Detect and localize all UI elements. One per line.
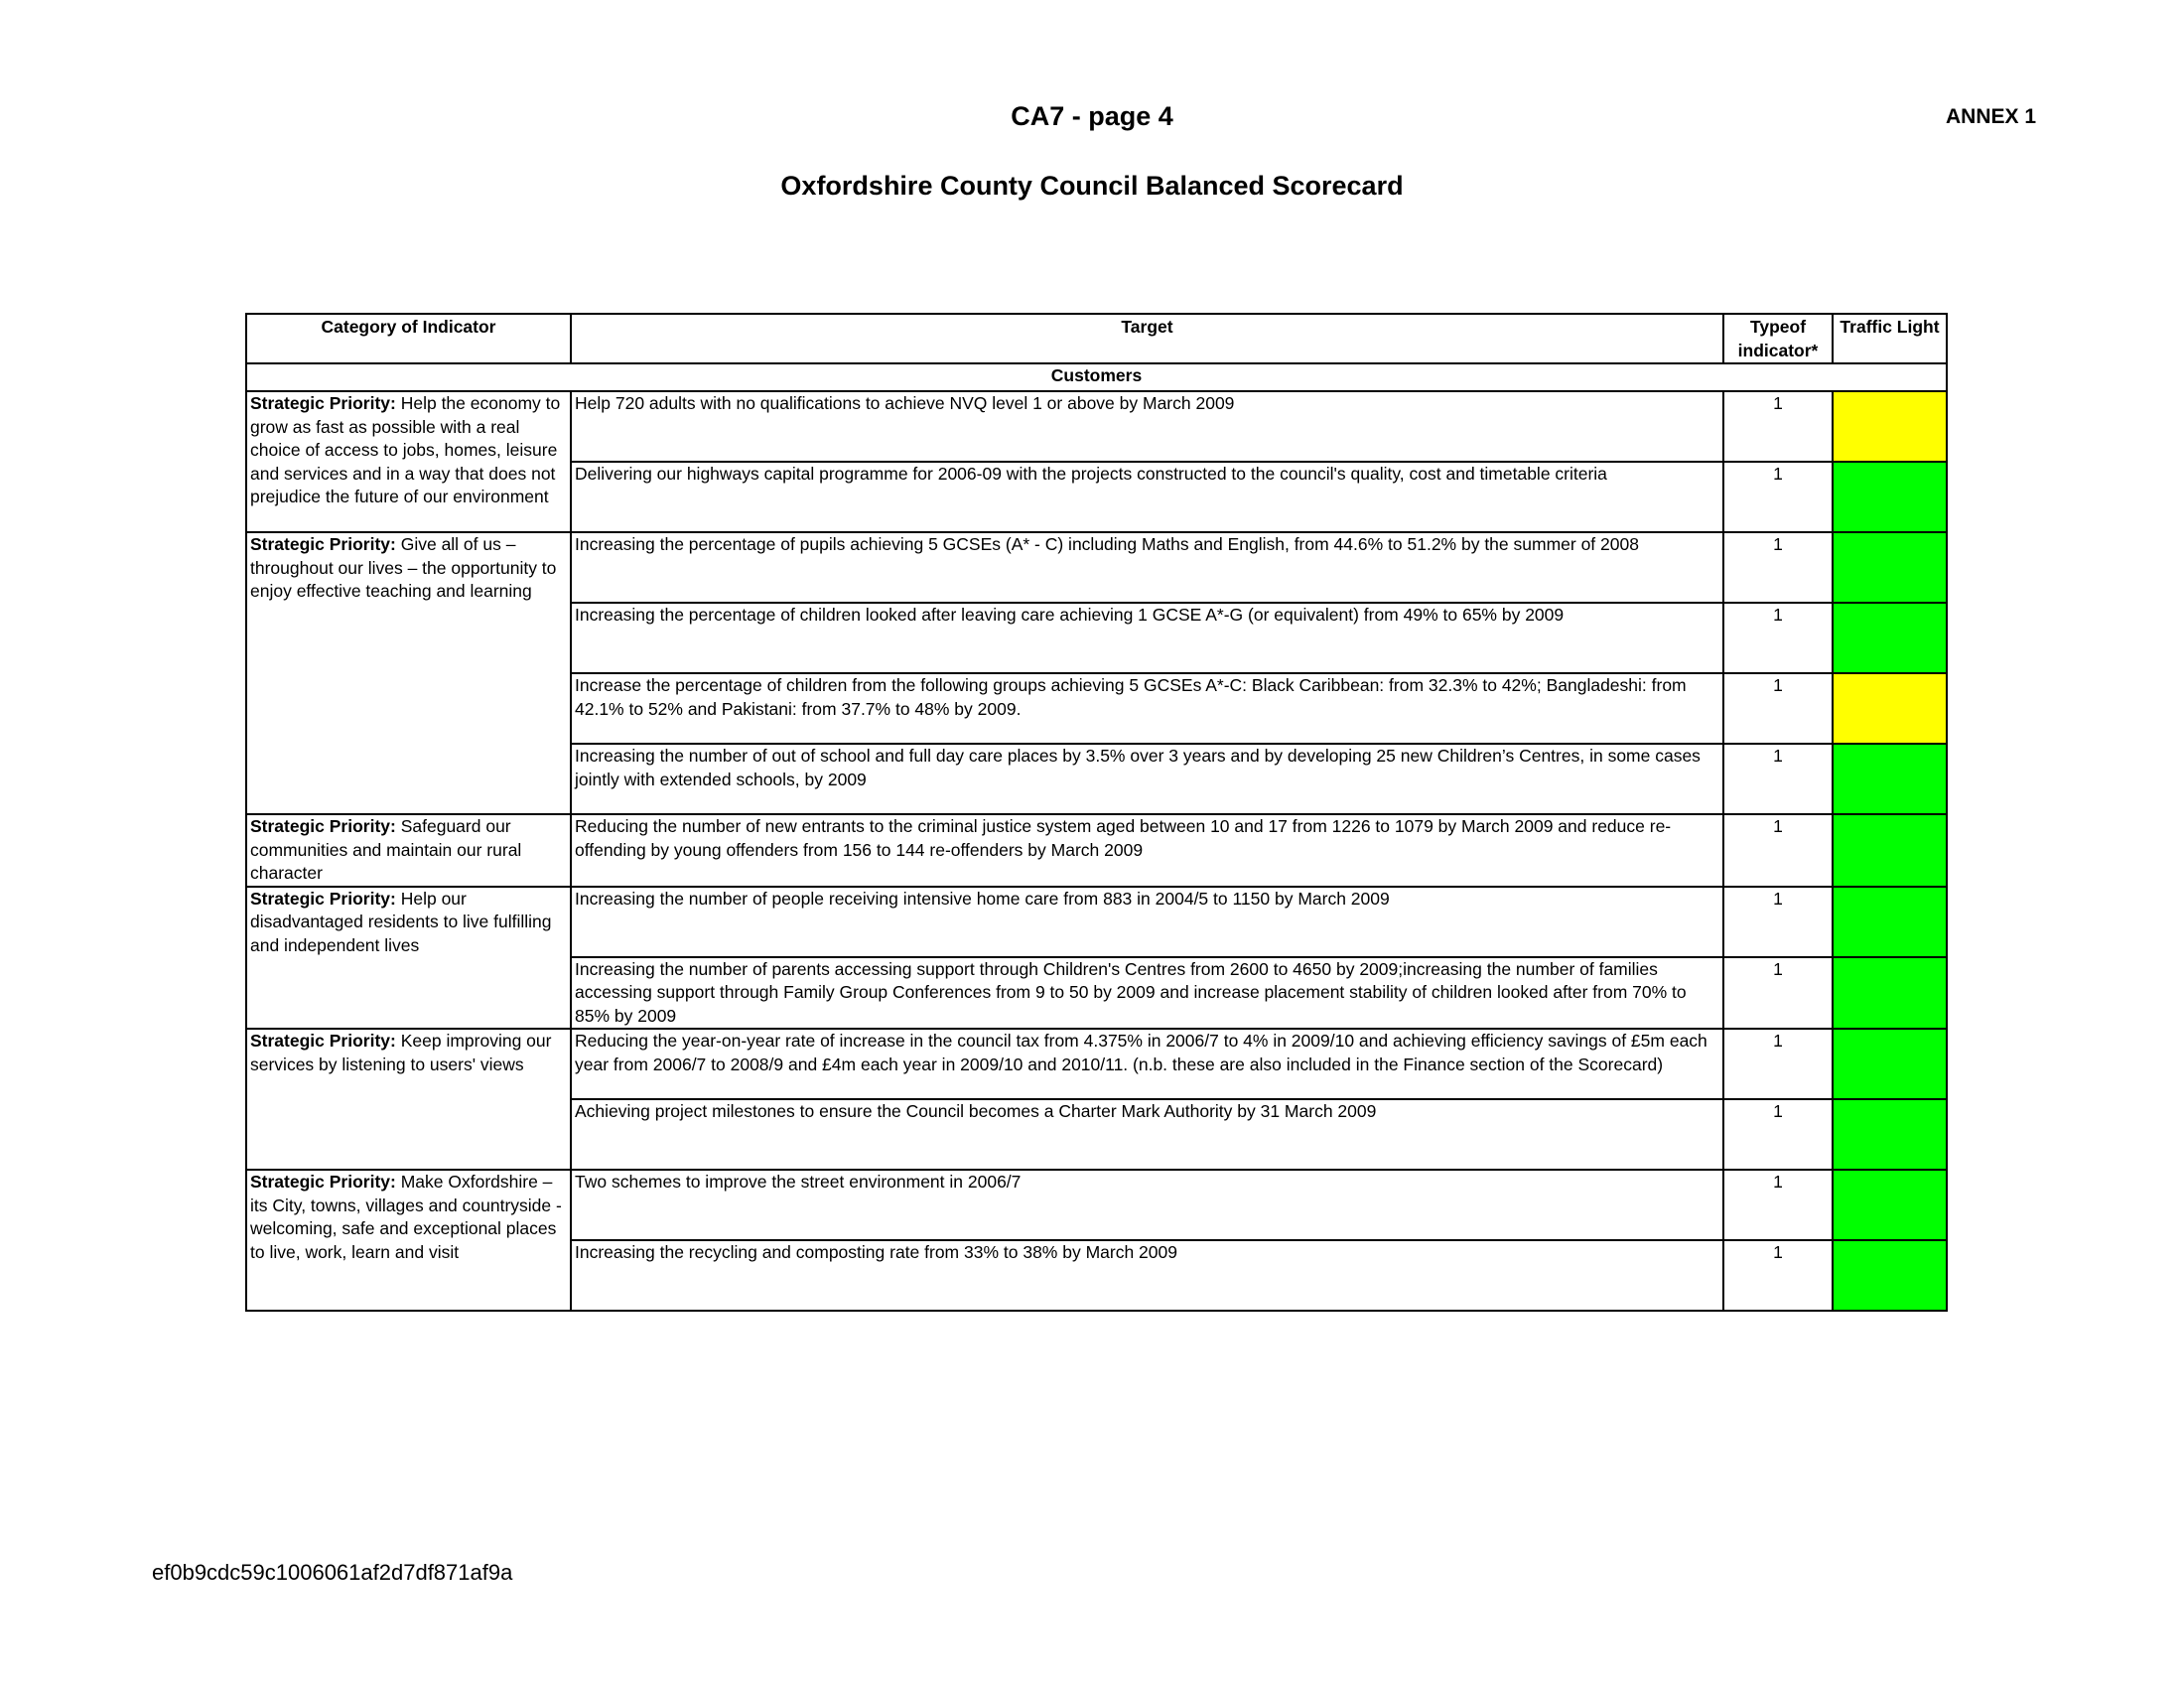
strategic-priority-label: Strategic Priority: (250, 393, 396, 413)
annex-label: ANNEX 1 (1946, 105, 2037, 128)
column-header-type: Typeof indicator* (1723, 314, 1833, 363)
target-cell: Increasing the number of parents accessing support through Children's Centres from 2600 to 4650 by 2009;increasing the number of families accessing support through Family Group Conferences from 9 to 50 by 2009 and increase placement stability of children looked after from 70% to 85% by 2009 (571, 957, 1723, 1030)
page-title: CA7 - page 4 (1011, 101, 1173, 131)
strategic-priority-label: Strategic Priority: (250, 816, 396, 836)
category-cell (246, 887, 571, 1030)
type-of-indicator-cell: 1 (1723, 462, 1833, 532)
type-of-indicator-cell: 1 (1723, 673, 1833, 744)
traffic-light-green (1833, 887, 1947, 957)
strategic-priority-text: Give all of us – throughout our lives – the opportunity to enjoy effective teaching and learning (250, 534, 557, 601)
balanced-scorecard-table (245, 313, 1948, 1312)
type-of-indicator-cell: 1 (1723, 603, 1833, 673)
column-header-traffic-light: Traffic Light (1833, 314, 1947, 363)
column-header-target: Target (571, 314, 1723, 363)
traffic-light-green (1833, 1240, 1947, 1311)
traffic-light-green (1833, 814, 1947, 887)
type-of-indicator-cell: 1 (1723, 532, 1833, 603)
type-of-indicator-cell: 1 (1723, 1099, 1833, 1170)
target-cell: Achieving project milestones to ensure the Council becomes a Charter Mark Authority by 31 March 2009 (571, 1099, 1723, 1170)
section-title: Customers (246, 363, 1947, 391)
table-header-row (246, 314, 1947, 363)
strategic-priority-label: Strategic Priority: (250, 888, 396, 909)
table-row (246, 532, 1947, 603)
type-of-indicator-cell: 1 (1723, 744, 1833, 814)
target-cell: Reducing the number of new entrants to the criminal justice system aged between 10 and 17 from 1226 to 1079 by March 2009 and reduce re-offending by young offenders from 156 to 144 re-offenders by March 2009 (571, 814, 1723, 887)
category-cell (246, 391, 571, 532)
category-cell (246, 1029, 571, 1170)
type-of-indicator-cell: 1 (1723, 1240, 1833, 1311)
traffic-light-green (1833, 957, 1947, 1030)
target-cell: Reducing the year-on-year rate of increase in the council tax from 4.375% in 2006/7 to 4% in 2009/10 and achieving efficiency savings of £5m each year from 2006/7 to 2008/9 and £4m each year in 2009/10 and 2010/11. (n.b. these are also included in the Finance section of the Scorecard) (571, 1029, 1723, 1099)
target-cell: Increasing the percentage of pupils achieving 5 GCSEs (A* - C) including Maths and English, from 44.6% to 51.2% by the summer of 2008 (571, 532, 1723, 603)
traffic-light-yellow (1833, 673, 1947, 744)
traffic-light-green (1833, 1170, 1947, 1240)
table-row (246, 391, 1947, 462)
traffic-light-green (1833, 1099, 1947, 1170)
target-cell: Increasing the number of people receiving intensive home care from 883 in 2004/5 to 1150 by March 2009 (571, 887, 1723, 957)
strategic-priority-text: Help our disadvantaged residents to live fulfilling and independent lives (250, 888, 552, 955)
table-row (246, 1170, 1947, 1240)
document-id: ef0b9cdc59c1006061af2d7df871af9a (152, 1560, 513, 1585)
strategic-priority-text: Keep improving our services by listening to users' views (250, 1031, 552, 1074)
strategic-priority-text: Help the economy to grow as fast as possible with a real choice of access to jobs, homes, leisure and services and in a way that does not prejudice the future of our environment (250, 393, 561, 506)
traffic-light-green (1833, 603, 1947, 673)
target-cell: Increasing the percentage of children looked after leaving care achieving 1 GCSE A*-G (or equivalent) from 49% to 65% by 2009 (571, 603, 1723, 673)
traffic-light-green (1833, 1029, 1947, 1099)
target-cell: Help 720 adults with no qualifications to achieve NVQ level 1 or above by March 2009 (571, 391, 1723, 462)
strategic-priority-text: Make Oxfordshire – its City, towns, villages and countryside - welcoming, safe and exceptional places to live, work, learn and visit (250, 1172, 562, 1262)
category-cell (246, 1170, 571, 1311)
category-cell (246, 814, 571, 887)
strategic-priority-text: Safeguard our communities and maintain our rural character (250, 816, 522, 883)
traffic-light-green (1833, 744, 1947, 814)
category-cell (246, 532, 571, 814)
type-of-indicator-cell: 1 (1723, 1029, 1833, 1099)
type-of-indicator-cell: 1 (1723, 814, 1833, 887)
table-body (246, 363, 1947, 1311)
type-of-indicator-cell: 1 (1723, 957, 1833, 1030)
strategic-priority-label: Strategic Priority: (250, 1172, 396, 1192)
table-row (246, 814, 1947, 887)
traffic-light-green (1833, 532, 1947, 603)
type-of-indicator-cell: 1 (1723, 391, 1833, 462)
strategic-priority-label: Strategic Priority: (250, 1031, 396, 1051)
target-cell: Two schemes to improve the street environment in 2006/7 (571, 1170, 1723, 1240)
table-row (246, 887, 1947, 957)
target-cell: Increasing the recycling and composting rate from 33% to 38% by March 2009 (571, 1240, 1723, 1311)
traffic-light-yellow (1833, 391, 1947, 462)
section-row (246, 363, 1947, 391)
target-cell: Increase the percentage of children from the following groups achieving 5 GCSEs A*-C: Black Caribbean: from 32.3% to 42%; Bangladeshi: from 42.1% to 52% and Pakistani: from 37.7% to 48% by 2009. (571, 673, 1723, 744)
document-title: Oxfordshire County Council Balanced Scorecard (780, 171, 1404, 201)
target-cell: Increasing the number of out of school and full day care places by 3.5% over 3 years and by developing 25 new Children’s Centres, in some cases jointly with extended schools, by 2009 (571, 744, 1723, 814)
type-of-indicator-cell: 1 (1723, 1170, 1833, 1240)
type-of-indicator-cell: 1 (1723, 887, 1833, 957)
table-row (246, 1029, 1947, 1099)
target-cell: Delivering our highways capital programme for 2006-09 with the projects constructed to the council's quality, cost and timetable criteria (571, 462, 1723, 532)
strategic-priority-label: Strategic Priority: (250, 534, 396, 554)
traffic-light-green (1833, 462, 1947, 532)
column-header-category: Category of Indicator (246, 314, 571, 363)
